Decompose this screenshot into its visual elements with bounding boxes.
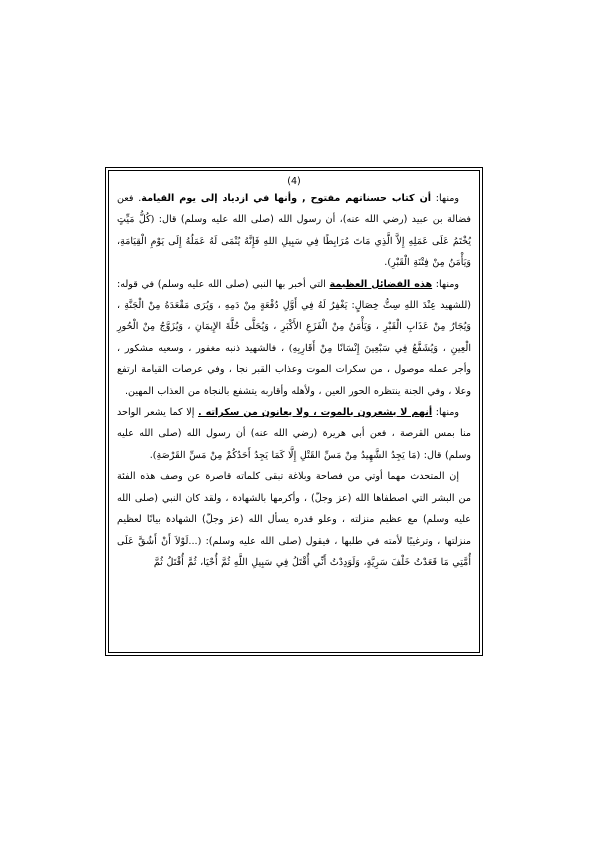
hadith-quote: (مَا يَجِدُ الشَّهِيدُ مِنْ مَسِّ القَتْلِ إِلَّا كَمَا يَجِدُ أَحَدُكُمْ مِنْ مَسِّ القَرْصَةِ) bbox=[152, 449, 421, 461]
body-text: ، فالشهيد ذنبه مغفور ، وسعيه مشكور ، وأجر عمله موصول ، من سكرات الموت وعذاب القبر نجا ، وفي عرصات القيامة ارتفع وعلا ، وفي الجنة ينتظره الحور العين ، ولأهله وأقاربه يتشفع بالنجاة من العذاب المهين. bbox=[117, 342, 471, 397]
page-number: (4) bbox=[287, 176, 301, 187]
heading-phrase: هذه الفضائل العظيمة bbox=[329, 278, 433, 290]
body-text: إلا كما يشعر الواحد منا بمس القرصة ، فعن أبي هريرة (رضي الله عنه) أن رسول الله (صلى الله عليه وسلم) قال: bbox=[117, 407, 471, 461]
body-text: . bbox=[384, 257, 388, 269]
paragraph bbox=[117, 402, 471, 466]
heading-phrase: أن كتاب حسناتهم مفتوح , وأنها في ازدياد إلى يوم القيامة bbox=[141, 193, 432, 204]
body-text: ومنها: bbox=[432, 278, 460, 290]
body-text: ومنها: bbox=[432, 407, 459, 419]
page-body bbox=[117, 188, 471, 573]
body-text: . فعن فضالة بن عبيد (رضي الله عنه)، أن رسول الله (صلى الله عليه وسلم) قال: bbox=[117, 193, 471, 226]
body-text: . bbox=[149, 449, 153, 461]
page-frame bbox=[108, 170, 480, 653]
paragraph bbox=[117, 466, 471, 573]
heading-phrase: أنهم لا يشعرون بالموت ، ولا يعانون من سكراته . bbox=[198, 407, 433, 419]
body-text: ومنها: bbox=[431, 193, 459, 204]
paragraph bbox=[117, 274, 471, 402]
hadith-quote: (كُلُّ مَيِّتٍ يُخْتَمُ عَلَى عَمَلِهِ إِلاَّ الَّذِي مَاتَ مُرَابِطًا فِي سَبِيلِ اللهِ فَإِنَّهُ يُنْمَى لَهُ عَمَلُهُ إِلَى يَوْمِ الْقِيَامَةِ، وَيَأْمَنُ مِنْ فِتْنَةِ الْقَبْرِ) bbox=[117, 214, 471, 269]
body-text: إن المتحدث مهما أوتي من فصاحة وبلاغة تبقى كلماته قاصرة عن وصف هذه الفئة من البشر التي اصطفاها الله (عز وجلّ) ، وأكرمها بالشهادة ، ولقد كان النبي (صلى الله عليه وسلم) مع عظيم منزلته ، وعلو قدره يسأل الله (عز وجلّ) الشهادة بيانًا لعظيم منزلتها ، وترغيبًا لأمته في طلبها ، فيقول (صلى الله عليه وسلم): bbox=[117, 471, 471, 547]
hadith-quote: (...لَوْلاَ أَنْ أَشُقَّ عَلَى أُمَّتِي مَا قَعَدْتُ خَلْفَ سَرِيَّةٍ، وَلَوَدِدْتُ أَنِّي أُقْتَلُ فِي سَبِيلِ اللَّهِ ثُمَّ أُحْيَا، ثُمَّ أُقْتَلُ ثُمَّ bbox=[117, 535, 471, 568]
body-text: التي أخبر بها النبي (صلى الله عليه وسلم) في قوله: (للشهيد عِنْدَ اللهِ سِتُّ خِصَالٍ: bbox=[117, 278, 471, 312]
hadith-quote: يَغْفِرُ لَهُ فِي أَوَّلِ دُفْعَةٍ مِنْ دَمِهِ ، وَيُرَى مَقْعَدَهُ مِنْ الْجَنَّةِ ، وَيُجَارُ مِنْ عَذَابِ الْقَبْرِ ، وَيَأْمَنُ مِنْ الْفَزَعِ الأَكْبَرِ ، وَيُحَلَّى حُلَّةَ الإِيمَانِ ، وَيُزَوَّجُ مِنْ الْحُورِ الْعِينِ ، وَيُشَفَّعُ فِي سَبْعِينَ إِنْسَانًا مِنْ أَقَارِبِهِ) bbox=[117, 300, 471, 354]
paragraph bbox=[117, 188, 471, 274]
